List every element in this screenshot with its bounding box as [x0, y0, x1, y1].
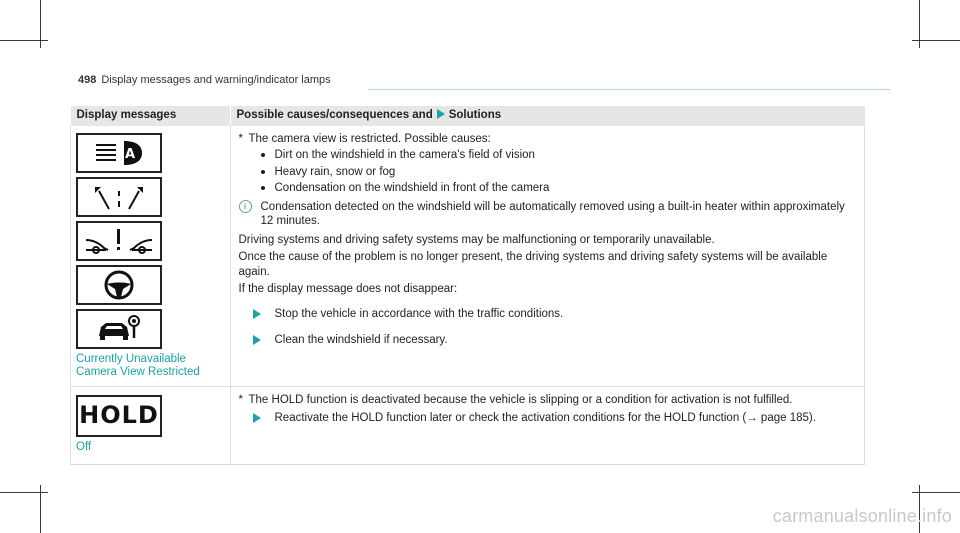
watermark: carmanualsonline.info — [772, 506, 952, 526]
table-row — [71, 126, 865, 387]
page-number: 498 — [78, 74, 97, 86]
headlamp-assist-icon — [76, 133, 162, 173]
lane-camera-icon — [76, 177, 162, 217]
display-messages-table — [70, 106, 865, 465]
action-step — [239, 411, 857, 426]
action-step — [239, 333, 857, 348]
hold-icon-text: HOLD — [79, 401, 159, 430]
display-message-cell — [71, 386, 231, 464]
page-title: Display messages and warning/indicator lamps — [101, 74, 331, 86]
header-causes-text: Possible causes/consequences and — [236, 109, 433, 121]
steering-wheel-icon — [76, 265, 162, 305]
message-caption: Off — [76, 440, 92, 453]
cause-star: * — [238, 393, 243, 406]
paragraph: If the display message does not disappear: — [238, 283, 458, 295]
action-text: Stop the vehicle in accordance with the traffic conditions. — [274, 307, 564, 320]
info-note — [239, 200, 857, 229]
hold-icon — [76, 395, 162, 437]
action-arrow-icon — [253, 413, 261, 423]
column-header-display-messages: Display messages — [71, 106, 231, 126]
column-header-solutions — [230, 106, 865, 126]
table-header-row — [71, 106, 865, 126]
info-icon: i — [239, 200, 252, 213]
cause-list — [239, 148, 857, 196]
action-arrow-icon — [253, 335, 261, 345]
crop-mark — [0, 492, 48, 493]
list-item: Condensation on the windshield in front of the camera — [261, 181, 857, 196]
display-message-cell — [71, 126, 231, 387]
action-text: Reactivate the HOLD function later or check the activation conditions for the HOLD function (→ page 185). — [274, 412, 816, 424]
cause-line — [239, 132, 857, 147]
distance-warning-icon — [76, 221, 162, 261]
solution-cell — [230, 386, 865, 464]
paragraph: Driving systems and driving safety systems may be malfunctioning or temporarily unavailable. — [238, 233, 715, 246]
solution-arrow-icon — [437, 109, 445, 119]
solution-cell — [230, 126, 865, 387]
header-rule — [368, 89, 890, 90]
paragraph: Once the cause of the problem is no longer present, the driving systems and driving safety systems will be available again. — [238, 251, 828, 278]
page-header — [78, 74, 331, 86]
action-arrow-icon — [253, 309, 261, 319]
list-item: Dirt on the windshield in the camera's field of vision — [261, 148, 857, 163]
list-item: Heavy rain, snow or fog — [261, 165, 857, 180]
message-caption: Currently Unavailable Camera View Restricted — [76, 352, 200, 378]
crop-mark — [912, 492, 960, 493]
svg-text:A: A — [125, 146, 136, 162]
action-step — [239, 307, 857, 322]
cause-text: The HOLD function is deactivated because the vehicle is slipping or a condition for activation is not fulfilled. — [248, 393, 793, 406]
note-text: Condensation detected on the windshield will be automatically removed using a built-in heater within approximately 12 minutes. — [260, 200, 845, 227]
crop-mark — [0, 40, 48, 41]
car-sensor-icon — [76, 309, 162, 349]
table-row — [71, 386, 865, 464]
cause-star: * — [238, 132, 243, 145]
header-solutions-text: Solutions — [448, 109, 502, 121]
action-text: Clean the windshield if necessary. — [274, 334, 448, 346]
cause-line — [239, 393, 857, 408]
cause-text: The camera view is restricted. Possible causes: — [248, 132, 491, 145]
crop-mark — [912, 40, 960, 41]
